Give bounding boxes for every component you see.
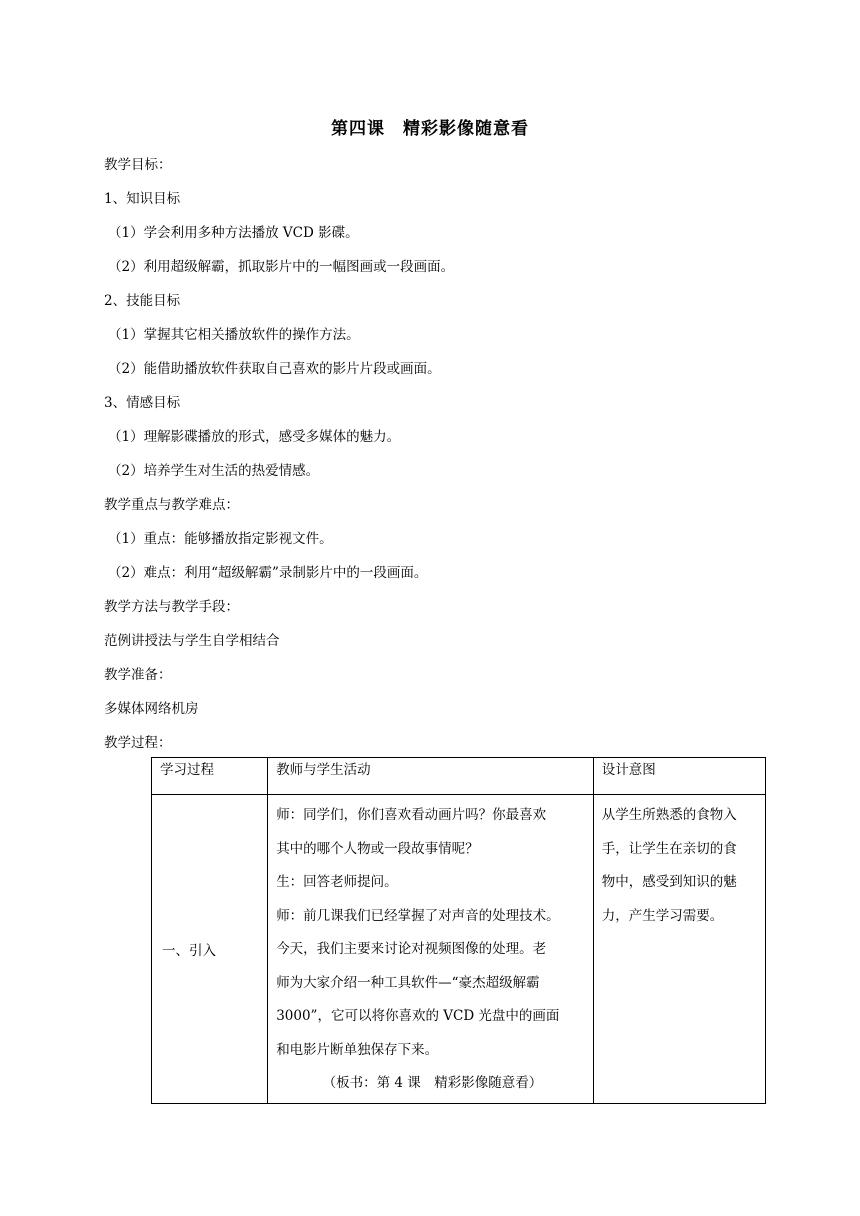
stage-cell: 一、引入 <box>152 795 268 1104</box>
lesson-process-table <box>151 757 766 1104</box>
activity-line: 生：回答老师提问。 <box>276 874 398 890</box>
emotion-objective-item: （2）培养学生对生活的热爱情感。 <box>108 463 320 479</box>
activity-line: 和电影片断单独保存下来。 <box>276 1041 439 1058</box>
table-row <box>152 795 766 1104</box>
intent-line: 物中，感受到知识的魅 <box>601 874 737 890</box>
activity-cell <box>268 795 594 1104</box>
key-point-item: （1）重点：能够播放指定影视文件。 <box>108 531 333 547</box>
section-heading-preparation: 教学准备： <box>104 667 172 683</box>
knowledge-objective-heading: 1、知识目标 <box>104 191 181 207</box>
document-title: 第四课 精彩影像随意看 <box>331 119 529 139</box>
activity-line: 师：前几课我们已经掌握了对声音的处理技术。 <box>276 907 560 924</box>
skill-objective-item: （2）能借助播放软件获取自己喜欢的影片片段或画面。 <box>108 361 441 377</box>
section-heading-process: 教学过程： <box>104 735 172 751</box>
table-header-row <box>152 758 766 795</box>
activity-line: 其中的哪个人物或一段故事情呢？ <box>276 840 479 857</box>
header-stage: 学习过程 <box>152 758 268 795</box>
blackboard-note: （板书：第 4 课 精彩影像随意看） <box>322 1075 543 1091</box>
section-heading-methods: 教学方法与教学手段： <box>104 599 239 615</box>
knowledge-objective-item: （2）利用超级解霸，抓取影片中的一幅图画或一段画面。 <box>108 259 455 275</box>
header-intent: 设计意图 <box>593 758 765 795</box>
skill-objective-heading: 2、技能目标 <box>104 293 181 309</box>
intent-cell <box>593 795 765 1104</box>
activity-line: 师为大家介绍一种工具软件—“豪杰超级解霸 <box>276 974 540 991</box>
preparation-text: 多媒体网络机房 <box>104 701 199 717</box>
activity-line: 今天，我们主要来讨论对视频图像的处理。老 <box>276 941 547 957</box>
skill-objective-item: （1）掌握其它相关播放软件的操作方法。 <box>108 327 360 343</box>
section-heading-key-points: 教学重点与教学难点： <box>104 497 239 513</box>
emotion-objective-heading: 3、情感目标 <box>104 395 181 411</box>
emotion-objective-item: （1）理解影碟播放的形式，感受多媒体的魅力。 <box>108 429 401 445</box>
intent-line: 力，产生学习需要。 <box>601 907 724 924</box>
header-activity: 教师与学生活动 <box>268 758 594 795</box>
activity-line: 3000”，它可以将你喜欢的 VCD 光盘中的画面 <box>276 1008 560 1024</box>
methods-text: 范例讲授法与学生自学相结合 <box>104 633 280 649</box>
knowledge-objective-item: （1）学会利用多种方法播放 VCD 影碟。 <box>108 225 359 241</box>
section-heading-objectives: 教学目标： <box>104 157 172 173</box>
intent-line: 从学生所熟悉的食物入 <box>601 807 737 823</box>
intent-line: 手，让学生在亲切的食 <box>601 840 737 857</box>
activity-line: 师：同学们，你们喜欢看动画片吗？你最喜欢 <box>276 807 547 823</box>
difficulty-item: （2）难点：利用“超级解霸”录制影片中的一段画面。 <box>108 565 428 581</box>
